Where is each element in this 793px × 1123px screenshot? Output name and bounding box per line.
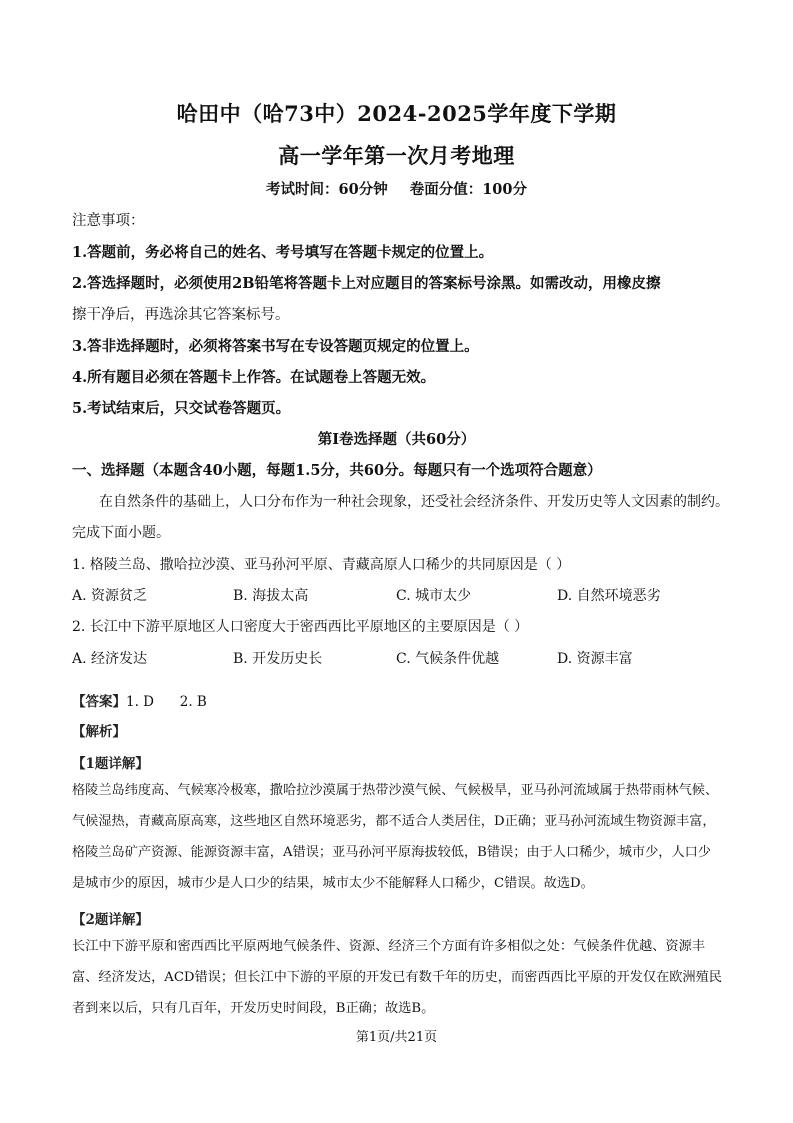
exam-time: 考试时间：60分钟 [266,181,388,198]
question-1-option-a: A. 资源贫乏 [72,588,148,604]
exam-meta [0,178,793,199]
page-number: 第1页/共21页 [355,1030,438,1045]
notice-item-2-cont: 擦干净后，再选涂其它答案标号。 [72,307,290,323]
detail-2-text: 长江中下游平原和密西西比平原两地气候条件、资源、经济三个方面有许多相似之处：气候条件优越、资源丰富、经济发达，ACD错误；但长江中下游的平原的开发已有数千年的历史，而密西西比平原的开发仅在欧洲殖民者到来以后，只有几百年，开发历史时间段，B正确；故选B。 [72,939,722,1016]
intro-text: 在自然条件的基础上，人口分布作为一种社会现象，还受社会经济条件、开发历史等人文因素的制约。 [99,494,729,510]
question-2-option-b: B. 开发历史长 [233,651,323,667]
notice-item-4: 4.所有题目必须在答题卡上作答。在试题卷上答题无效。 [72,369,436,386]
question-1-stem: 1. 格陵兰岛、撒哈拉沙漠、亚马孙河平原、青藏高原人口稀少的共同原因是（ ） [72,557,571,573]
exam-subtitle: 高一学年第一次月考地理 [278,143,515,168]
question-2-option-c: C. 气候条件优越 [396,651,500,667]
analysis-label: 【解析】 [72,724,126,740]
question-1-option-d: D. 自然环境恶劣 [557,588,661,604]
notice-item-3: 3.答非选择题时，必须将答案书写在专设答题页规定的位置上。 [72,338,479,355]
notice-item-5: 5.考试结束后，只交试卷答题页。 [72,400,291,417]
answer-label: 【答案】 [72,694,126,710]
exam-score: 卷面分值：100分 [409,181,527,198]
notice-item-2: 2.答选择题时，必须使用2B铅笔将答题卡上对应题目的答案标号涂黑。如需改动，用橡皮擦 [72,275,661,292]
detail-1-text: 格陵兰岛纬度高、气候寒冷极寒，撒哈拉沙漠属于热带沙漠气候、气候极旱，亚马孙河流域属于热带雨林气候、气候湿热，青藏高原高寒，这些地区自然环境恶劣，都不适合人类居住，D正确；亚马孙河流域生物资源丰富，格陵兰岛矿产资源、能源资源丰富，A错误；亚马孙河平原海拔较低，B错误；由于人口稀少，城市少，人口少是城市少的原因，城市少是人口少的结果，城市太少不能解释人口稀少，C错误。故选D。 [72,783,719,891]
detail-2-label: 【2题详解】 [72,912,149,928]
question-1-option-b: B. 海拔太高 [233,588,309,604]
question-2-option-a: A. 经济发达 [72,651,148,667]
section-title: 第Ⅰ卷选择题（共60分） [317,431,476,448]
answer-line [72,690,207,710]
mcq-heading: 一、选择题（本题含40小题，每题1.5分，共60分。每题只有一个选项符合题意） [72,462,602,479]
intro-text-cont: 完成下面小题。 [72,525,170,541]
question-1-option-c: C. 城市太少 [396,588,472,604]
question-2-stem: 2. 长江中下游平原地区人口密度大于密西西比平原地区的主要原因是（ ） [72,619,529,635]
notice-item-1: 1.答题前，务必将自己的姓名、考号填写在答题卡规定的位置上。 [72,244,494,261]
question-2-option-d: D. 资源丰富 [557,651,633,667]
detail-1-label: 【1题详解】 [72,756,149,772]
notice-heading: 注意事项： [72,213,145,229]
answer-values: 1. D 2. B [126,694,207,710]
exam-title: 哈田中（哈73中）2024-2025学年度下学期 [176,101,617,126]
